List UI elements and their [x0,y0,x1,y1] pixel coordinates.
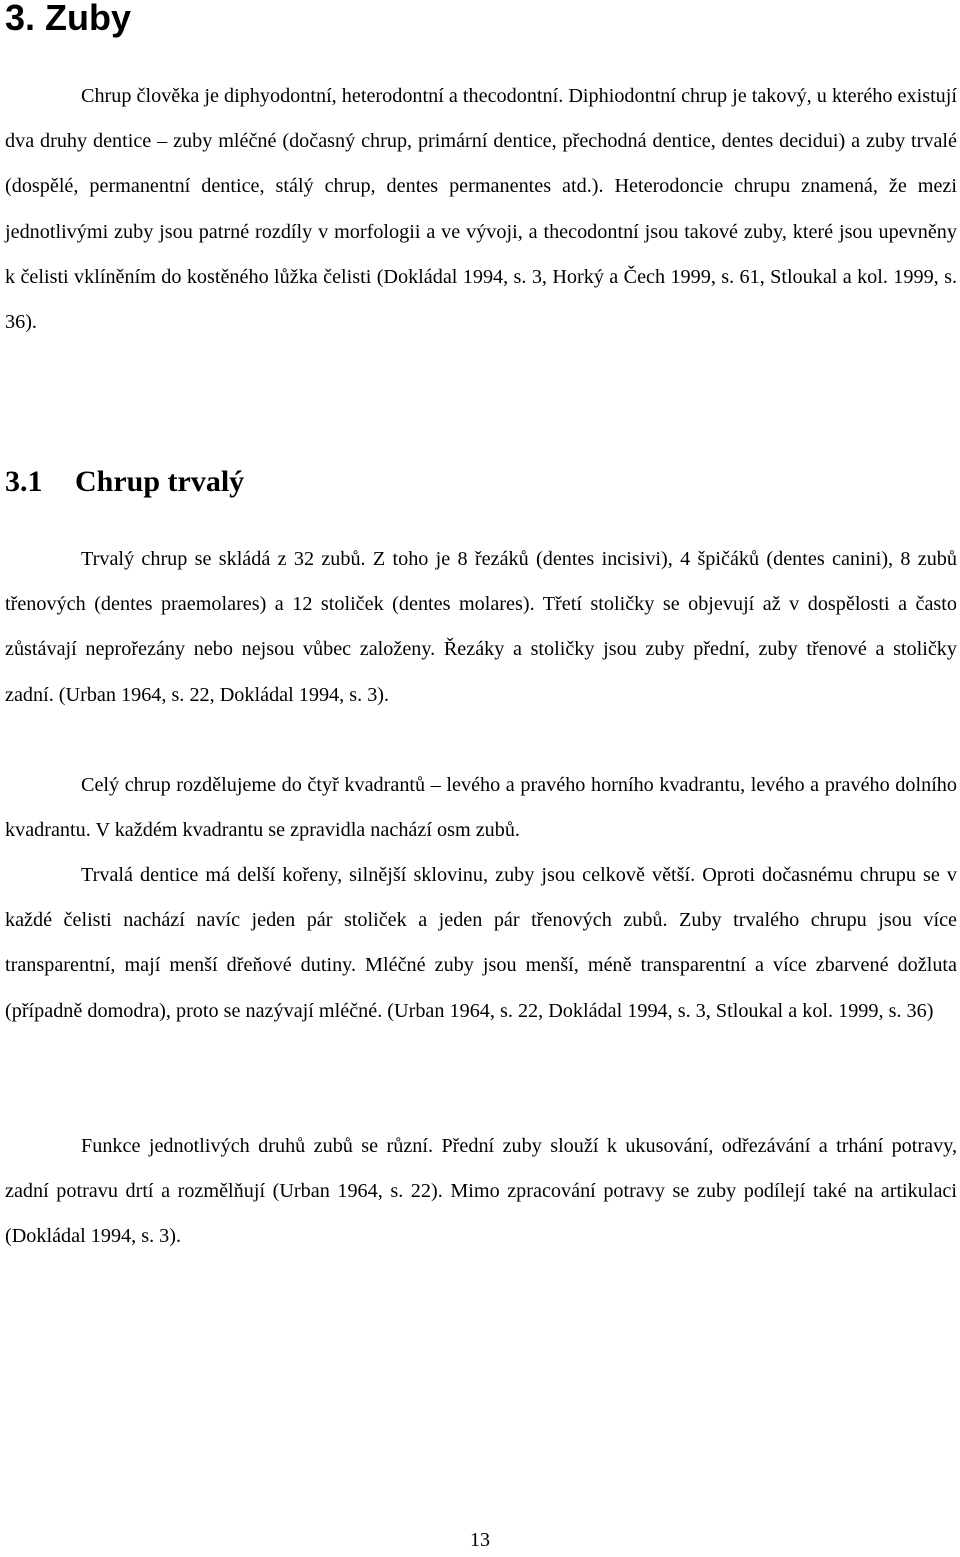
section-paragraph-quadrants: Celý chrup rozdělujeme do čtyř kvadrantů – levého a pravého horního kvadrantu, levého a pravého dolního kvadrantu. V každém kvadrantu se zpravidla nachází osm zubů. [5,774,957,842]
section-title: Chrup trvalý [75,465,245,498]
page-number: 13 [470,1529,490,1551]
chapter-title: 3. Zuby [5,0,132,38]
section-number: 3.1 [5,465,43,498]
section-heading [5,464,244,500]
intro-paragraph: Chrup člověka je diphyodontní, heterodontní a thecodontní. Diphiodontní chrup je takový, u kterého existují dva druhy dentice – zuby mléčné (dočasný chrup, primární dentice, přechodná dentice, dentes decidui) a zuby trvalé (dospělé, permanentní dentice, stálý chrup, dentes permanentes atd.). Heterodoncie chrupu znamená, že mezi jednotlivými zuby jsou patrné rozdíly v morfologii a ve vývoji, a thecodontní jsou takové zuby, které jsou upevněny k čelisti vklíněním do kostěného lůžka čelisti (Dokládal 1994, s. 3, Horký a Čech 1999, s. 61, Stloukal a kol. 1999, s. 36). [5,85,957,334]
section-paragraph-composition: Trvalý chrup se skládá z 32 zubů. Z toho je 8 řezáků (dentes incisivi), 4 špičáků (dentes canini), 8 zubů třenových (dentes praemolares) a 12 stoliček (dentes molares). Třetí stoličky se objevují až v dospělosti a často zůstávají neprořezány nebo nejsou vůbec založeny. Řezáky a stoličky jsou zuby přední, zuby třenové a stoličky zadní. (Urban 1964, s. 22, Dokládal 1994, s. 3). [5,548,957,706]
section-paragraph-function: Funkce jednotlivých druhů zubů se různí. Přední zuby slouží k ukusování, odřezávání a trhání potravy, zadní potravu drtí a rozmělňují (Urban 1964, s. 22). Mimo zpracování potravy se zuby podílejí také na artikulaci (Dokládal 1994, s. 3). [5,1135,957,1248]
section-paragraph-dentition-comparison: Trvalá dentice má delší kořeny, silnější sklovinu, zuby jsou celkově větší. Oproti dočasnému chrupu se v každé čelisti nachází navíc jeden pár stoliček a jeden pár třenových zubů. Zuby trvalého chrupu jsou více transparentní, mají menší dřeňové dutiny. Mléčné zuby jsou menší, méně transparentní a více zbarvené dožluta (případně domodra), proto se nazývají mléčné. (Urban 1964, s. 22, Dokládal 1994, s. 3, Stloukal a kol. 1999, s. 36) [5,864,957,1022]
